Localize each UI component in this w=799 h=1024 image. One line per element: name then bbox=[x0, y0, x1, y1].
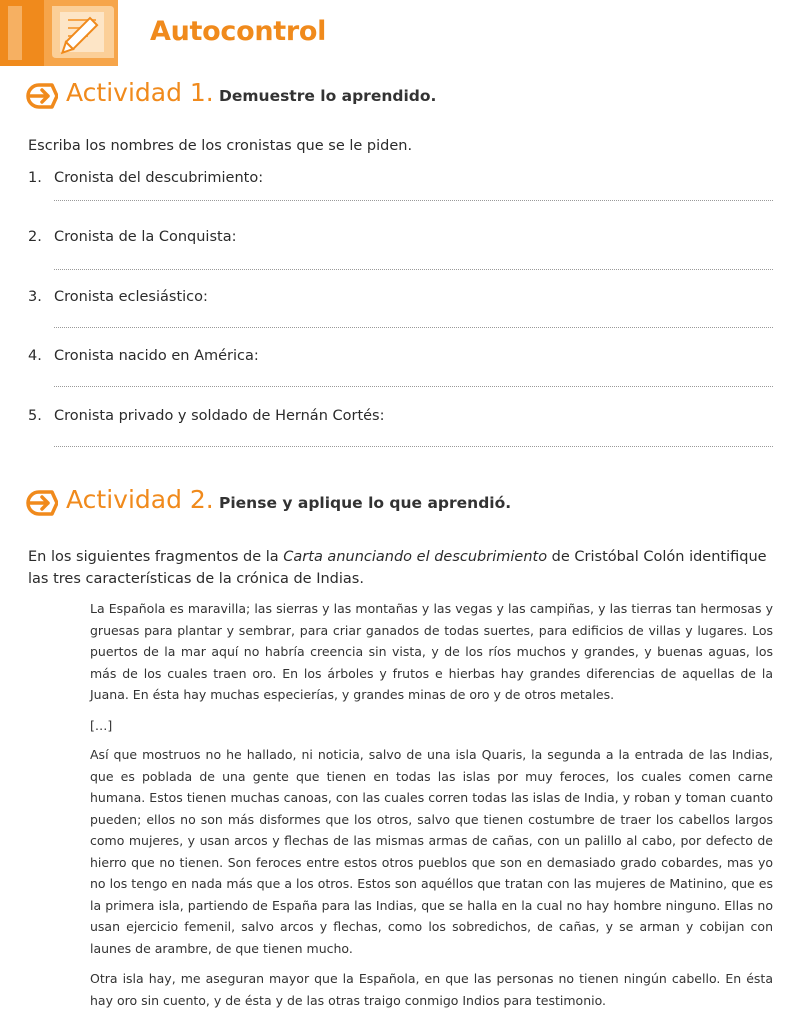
activity-2-label: Actividad 2. bbox=[66, 485, 214, 514]
answer-line[interactable] bbox=[54, 200, 773, 201]
activity-1-subtitle: Demuestre lo aprendido. bbox=[219, 87, 437, 105]
answer-line[interactable] bbox=[54, 269, 773, 270]
quote-block bbox=[90, 598, 773, 1020]
question-item bbox=[28, 348, 773, 406]
question-number: 5. bbox=[28, 408, 42, 424]
arrow-right-icon bbox=[26, 83, 58, 109]
page-header bbox=[0, 0, 799, 72]
question-text: Cronista eclesiástico: bbox=[54, 289, 208, 305]
pencil-note-icon bbox=[0, 0, 118, 66]
answer-line[interactable] bbox=[54, 327, 773, 328]
question-text: Cronista de la Conquista: bbox=[54, 229, 237, 245]
activity-1-instruction: Escriba los nombres de los cronistas que se le piden. bbox=[28, 138, 413, 154]
activity-2-intro bbox=[28, 546, 773, 590]
question-text: Cronista nacido en América: bbox=[54, 348, 259, 364]
question-number: 3. bbox=[28, 289, 42, 305]
question-number: 4. bbox=[28, 348, 42, 364]
question-item bbox=[28, 408, 773, 466]
question-text: Cronista del descubrimiento: bbox=[54, 170, 264, 186]
arrow-right-icon bbox=[26, 490, 58, 516]
question-item bbox=[28, 170, 773, 228]
intro-book-title: Carta anunciando el descubrimiento bbox=[283, 549, 548, 565]
activity-1-heading bbox=[26, 78, 786, 114]
page-title: Autocontrol bbox=[150, 16, 327, 47]
question-item bbox=[28, 289, 773, 347]
intro-text-start: En los siguientes fragmentos de la bbox=[28, 549, 284, 565]
quote-paragraph: Otra isla hay, me aseguran mayor que la Española, en que las personas no tienen ningún cabello. En ésta hay oro sin cuento, y de ésta y de las otras traigo conmigo Indios para testimonio. bbox=[90, 971, 773, 1008]
quote-ellipsis: […] bbox=[90, 717, 113, 733]
activity-1-label: Actividad 1. bbox=[66, 78, 214, 107]
answer-line[interactable] bbox=[54, 446, 773, 447]
quote-paragraph: Así que mostruos no he hallado, ni noticia, salvo de una isla Quaris, la segunda a la entrada de las Indias, que es poblada de una gente que tienen en todas las islas por muy feroces, los cuales comen carne humana. Estos tienen muchas canoas, con las cuales corren todas las islas de India, y roban y toman cuanto pueden; ellos no son más disformes que los otros, salvo que tienen costumbre de traer los cabellos largos como mujeres, y usan arcos y flechas de las mismas armas de cañas, con un palillo al cabo, por defecto de hierro que no tienen. Son feroces entre estos otros pueblos que son en demasiado grado cobardes, mas yo no los tengo en nada más que a los otros. Estos son aquéllos que tratan con las mujeres de Matinino, que es la primera isla, partiendo de España para las Indias, que se halla en la cual no hay hombre ninguno. Ellas no usan ejercicio femenil, salvo arcos y flechas, como los sobredichos, de cañas, y se arman y cobijan con launes de arambre, de que tienen mucho. bbox=[90, 747, 773, 956]
answer-line[interactable] bbox=[54, 386, 773, 387]
question-text: Cronista privado y soldado de Hernán Cortés: bbox=[54, 408, 385, 424]
intro-text-end: de Cristóbal Colón identifique las tres características de la crónica de Indias. bbox=[28, 549, 767, 587]
question-number: 2. bbox=[28, 229, 42, 245]
question-item bbox=[28, 229, 773, 287]
question-number: 1. bbox=[28, 170, 42, 186]
activity-2-heading bbox=[26, 485, 786, 521]
activity-2-subtitle: Piense y aplique lo que aprendió. bbox=[219, 494, 512, 512]
quote-paragraph: La Española es maravilla; las sierras y las montañas y las vegas y las campiñas, y las tierras tan hermosas y gruesas para plantar y sembrar, para criar ganados de todas suertes, para edificios de villas y lugares. Los puertos de la mar aquí no habría creencia sin vista, y de los ríos muchos y grandes, y buenas aguas, los más de los cuales traen oro. En los árboles y frutos e hierbas hay grandes diferencias de aquellas de la Juana. En ésta hay muchas especierías, y grandes minas de oro y de otros metales. bbox=[90, 601, 773, 702]
